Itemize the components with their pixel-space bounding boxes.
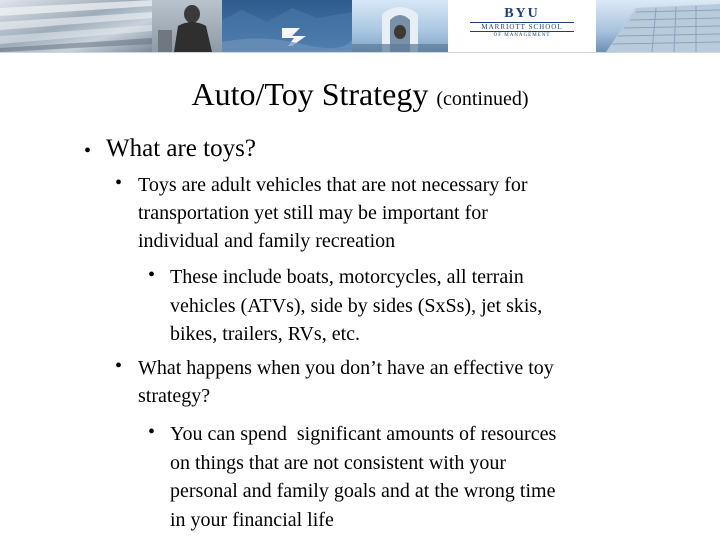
banner-photo-statue (152, 0, 222, 52)
bullet-consequence-line1: You can spend significant amounts of resources (170, 423, 557, 445)
bullet-no-strategy-line2: strategy? (138, 385, 211, 407)
bullet-dot: • (148, 421, 156, 443)
bullet-toy-examples-line1: These include boats, motorcycles, all terrain (170, 266, 524, 288)
bullet-dot: • (148, 264, 156, 286)
logo-line2: OF MANAGEMENT (493, 33, 551, 38)
bullet-toys-definition-line3: individual and family recreation (138, 230, 396, 252)
banner-photo-bell-tower (352, 0, 448, 52)
bullet-consequence-line4: in your financial life (170, 508, 334, 531)
header-banner (0, 0, 720, 52)
logo-line1: MARRIOTT SCHOOL (481, 23, 563, 31)
banner-photo-building (0, 0, 152, 52)
banner-photo-modern-building (596, 0, 720, 52)
modern-building-image (596, 0, 720, 52)
statue-image (152, 0, 222, 52)
bullet-question-toys: What are toys? (106, 135, 256, 162)
bullet-no-strategy-line1: What happens when you don’t have an effective toy (138, 357, 554, 379)
title-subtitle: (continued) (436, 88, 529, 110)
bullet-toy-examples-line2: vehicles (ATVs), side by sides (SxSs), jet skis, (170, 294, 543, 317)
bullet-toys-definition-line2: transportation yet still may be important for (138, 202, 488, 224)
bell-tower-image (352, 0, 448, 52)
bullet-toy-examples-line3: bikes, trailers, RVs, etc. (170, 323, 361, 345)
bullet-dot: • (115, 172, 123, 194)
banner-photo-mountain (222, 0, 352, 52)
slide-title (0, 72, 720, 121)
bullet-dot: • (84, 140, 92, 162)
title-main: Auto/Toy Strategy (191, 76, 429, 112)
bullet-toys-definition-line1: Toys are adult vehicles that are not necessary for (138, 174, 528, 196)
byu-marriott-logo (448, 0, 596, 52)
bullet-dot: • (115, 355, 123, 377)
bullet-consequence-line3: personal and family goals and at the wrong time (170, 480, 556, 502)
banner-divider (0, 52, 720, 53)
logo-brand: BYU (504, 6, 540, 21)
building-stripes-image (0, 0, 152, 52)
bullet-consequence-line2: on things that are not consistent with your (170, 451, 507, 474)
mountain-y-image (222, 0, 352, 52)
logo-rule-bottom (470, 31, 574, 32)
